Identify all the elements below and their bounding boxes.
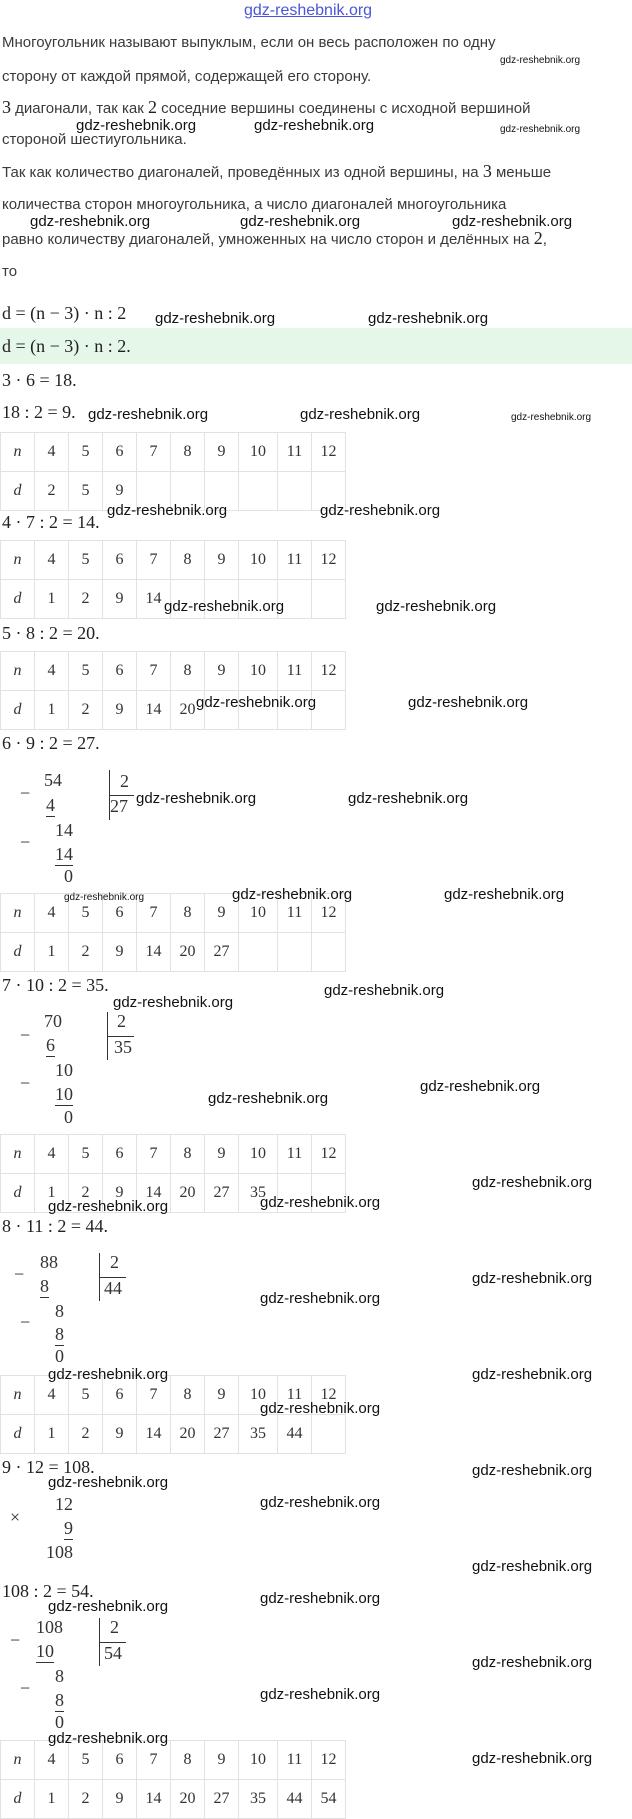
text: равно количеству диагоналей, умноженных на число сторон и делённых на xyxy=(2,231,534,248)
d-cell: 35 xyxy=(239,1415,278,1454)
ld-remainder: 8 xyxy=(55,1301,64,1321)
ld-dividend: 54 xyxy=(44,770,62,790)
calc-4x7div2: 4 · 7 : 2 = 14. xyxy=(2,512,100,532)
d-cell: 2 xyxy=(69,1780,103,1819)
n-cell: 6 xyxy=(103,1135,137,1174)
n-cell: 10 xyxy=(239,1741,278,1780)
watermark: gdz-reshebnik.org xyxy=(155,310,276,327)
watermark: gdz-reshebnik.org xyxy=(444,886,565,903)
n-cell: 12 xyxy=(312,433,346,472)
d-cell: 1 xyxy=(35,1780,69,1819)
ld-subtrahend: 10 xyxy=(55,1084,73,1104)
watermark: gdz-reshebnik.org xyxy=(320,502,441,519)
n-cell: 5 xyxy=(69,1376,103,1415)
text: , xyxy=(542,231,547,248)
watermark: gdz-reshebnik.org xyxy=(208,1090,329,1107)
number-3: 3 xyxy=(2,97,11,117)
row-label-d: d xyxy=(1,933,35,972)
n-cell: 8 xyxy=(171,894,205,933)
ld-minus: − xyxy=(20,1678,31,1698)
n-cell: 5 xyxy=(69,894,103,933)
ld-subtrahend: 8 xyxy=(55,1324,64,1344)
watermark: gdz-reshebnik.org xyxy=(260,1494,381,1511)
n-cell: 12 xyxy=(312,894,346,933)
table-n-d-7 xyxy=(0,1740,346,1819)
d-cell: 9 xyxy=(103,1415,137,1454)
formula-diagonals: d = (n − 3) · n : 2 xyxy=(2,303,127,323)
d-cell: 14 xyxy=(137,1780,171,1819)
mult-factor-a: 12 xyxy=(55,1494,73,1514)
n-cell: 8 xyxy=(171,1376,205,1415)
n-cell: 11 xyxy=(278,894,312,933)
watermark: gdz-reshebnik.org xyxy=(472,1558,593,1575)
number-2: 2 xyxy=(533,228,543,248)
n-cell: 10 xyxy=(239,652,278,691)
d-cell: 20 xyxy=(171,933,205,972)
paragraph-formula-intro-line2: количества сторон многоугольника, а число диагоналей многоугольника xyxy=(2,196,507,213)
text: Так как количество диагоналей, проведённых из одной вершины, на xyxy=(2,164,483,181)
d-cell: 2 xyxy=(69,1174,103,1213)
watermark: gdz-reshebnik.org xyxy=(76,117,197,134)
table-row-d xyxy=(1,933,346,972)
n-cell: 11 xyxy=(278,652,312,691)
n-cell: 4 xyxy=(35,652,69,691)
d-cell: 20 xyxy=(171,691,205,730)
n-cell: 8 xyxy=(171,433,205,472)
d-cell xyxy=(278,472,312,511)
calc-6x9div2: 6 · 9 : 2 = 27. xyxy=(2,733,100,753)
table-row-d xyxy=(1,1780,346,1819)
watermark: gdz-reshebnik.org xyxy=(511,412,592,423)
row-label-d: d xyxy=(1,1780,35,1819)
watermark: gdz-reshebnik.org xyxy=(472,1750,593,1767)
watermark: gdz-reshebnik.org xyxy=(164,598,285,615)
d-cell: 2 xyxy=(69,691,103,730)
n-cell: 9 xyxy=(205,1376,239,1415)
ld-quotient: 35 xyxy=(114,1037,132,1057)
n-cell: 12 xyxy=(312,1741,346,1780)
watermark: gdz-reshebnik.org xyxy=(500,55,581,66)
watermark: gdz-reshebnik.org xyxy=(472,1270,593,1287)
row-label-d: d xyxy=(1,691,35,730)
paragraph-formula-intro-line4: то xyxy=(2,263,18,280)
table-n-d-4 xyxy=(0,893,346,972)
d-cell xyxy=(239,472,278,511)
watermark: gdz-reshebnik.org xyxy=(300,406,421,423)
watermark: gdz-reshebnik.org xyxy=(348,790,469,807)
n-cell: 4 xyxy=(35,1376,69,1415)
calc-8x11div2: 8 · 11 : 2 = 44. xyxy=(2,1216,108,1236)
n-cell: 9 xyxy=(205,1741,239,1780)
n-cell: 12 xyxy=(312,1135,346,1174)
watermark: gdz-reshebnik.org xyxy=(260,1686,381,1703)
watermark: gdz-reshebnik.org xyxy=(376,598,497,615)
n-cell: 11 xyxy=(278,433,312,472)
watermark: gdz-reshebnik.org xyxy=(408,694,529,711)
d-cell: 1 xyxy=(35,580,69,619)
d-cell: 2 xyxy=(69,1415,103,1454)
d-cell: 35 xyxy=(239,1174,278,1213)
n-cell: 4 xyxy=(35,1741,69,1780)
table-n-d-1 xyxy=(0,432,346,511)
d-cell xyxy=(312,1415,346,1454)
ld-subtrahend: 14 xyxy=(55,844,73,864)
d-cell: 20 xyxy=(171,1415,205,1454)
watermark: gdz-reshebnik.org xyxy=(48,1366,169,1383)
n-cell: 9 xyxy=(205,894,239,933)
text: меньше xyxy=(491,164,552,181)
text: диагонали, так как xyxy=(11,100,148,117)
row-label-d: d xyxy=(1,580,35,619)
ld-subtrahend: 4 xyxy=(46,795,55,815)
ld-divisor: 2 xyxy=(120,771,129,791)
ld-minus: − xyxy=(10,1630,21,1650)
watermark: gdz-reshebnik.org xyxy=(260,1590,381,1607)
watermark: gdz-reshebnik.org xyxy=(260,1290,381,1307)
n-cell: 12 xyxy=(312,541,346,580)
n-cell: 7 xyxy=(137,433,171,472)
d-cell: 14 xyxy=(137,691,171,730)
table-row-n xyxy=(1,652,346,691)
d-cell: 14 xyxy=(137,1174,171,1213)
n-cell: 11 xyxy=(278,1376,312,1415)
row-label-n: n xyxy=(1,1376,35,1415)
paragraph-convex-def-line1: Многоугольник называют выпуклым, если он весь расположен по одну xyxy=(2,34,496,51)
n-cell: 10 xyxy=(239,1135,278,1174)
ld-divisor: 2 xyxy=(110,1252,119,1272)
n-cell: 4 xyxy=(35,541,69,580)
d-cell: 9 xyxy=(103,472,137,511)
watermark: gdz-reshebnik.org xyxy=(48,1598,169,1615)
ld-minus: − xyxy=(14,1264,25,1284)
table-row-n xyxy=(1,433,346,472)
table-row-n xyxy=(1,541,346,580)
n-cell: 11 xyxy=(278,541,312,580)
d-cell: 2 xyxy=(69,580,103,619)
n-cell: 10 xyxy=(239,541,278,580)
n-cell: 5 xyxy=(69,652,103,691)
text: соседние вершины соединены с исходной вершиной xyxy=(156,100,531,117)
ld-final-remainder: 0 xyxy=(64,1107,73,1127)
n-cell: 6 xyxy=(103,433,137,472)
row-label-d: d xyxy=(1,472,35,511)
row-label-n: n xyxy=(1,894,35,933)
ld-subtrahend: 8 xyxy=(40,1276,49,1296)
row-label-n: n xyxy=(1,433,35,472)
calc-5x8div2: 5 · 8 : 2 = 20. xyxy=(2,623,100,643)
n-cell: 5 xyxy=(69,1741,103,1780)
formula-diagonals-highlighted: d = (n − 3) · n : 2. xyxy=(2,336,131,356)
watermark: gdz-reshebnik.org xyxy=(500,124,581,135)
n-cell: 7 xyxy=(137,652,171,691)
mult-factor-b: 9 xyxy=(64,1518,73,1538)
row-label-n: n xyxy=(1,652,35,691)
watermark: gdz-reshebnik.org xyxy=(254,117,375,134)
d-cell: 9 xyxy=(103,580,137,619)
n-cell: 10 xyxy=(239,433,278,472)
watermark: gdz-reshebnik.org xyxy=(196,694,317,711)
n-cell: 7 xyxy=(137,541,171,580)
ld-final-remainder: 0 xyxy=(55,1712,64,1732)
d-cell: 14 xyxy=(137,1415,171,1454)
row-label-n: n xyxy=(1,541,35,580)
watermark: gdz-reshebnik.org xyxy=(420,1078,541,1095)
watermark: gdz-reshebnik.org xyxy=(472,1366,593,1383)
ld-remainder: 8 xyxy=(55,1666,64,1686)
watermark: gdz-reshebnik.org xyxy=(240,213,361,230)
ld-divisor: 2 xyxy=(110,1617,119,1637)
row-label-n: n xyxy=(1,1135,35,1174)
d-cell: 9 xyxy=(103,1174,137,1213)
n-cell: 10 xyxy=(239,894,278,933)
ld-quotient: 27 xyxy=(110,796,128,816)
watermark: gdz-reshebnik.org xyxy=(472,1462,593,1479)
d-cell: 27 xyxy=(205,1415,239,1454)
paragraph-formula-intro-line1 xyxy=(2,161,551,183)
table-row-d xyxy=(1,1415,346,1454)
d-cell: 5 xyxy=(69,472,103,511)
row-label-d: d xyxy=(1,1415,35,1454)
mult-sign: × xyxy=(10,1507,21,1527)
ld-quotient: 54 xyxy=(104,1643,122,1663)
ld-quotient: 44 xyxy=(104,1278,122,1298)
n-cell: 6 xyxy=(103,894,137,933)
n-cell: 6 xyxy=(103,652,137,691)
watermark: gdz-reshebnik.org xyxy=(48,1730,169,1747)
n-cell: 7 xyxy=(137,1741,171,1780)
d-cell xyxy=(312,933,346,972)
watermark: gdz-reshebnik.org xyxy=(368,310,489,327)
calc-7x10div2: 7 · 10 : 2 = 35. xyxy=(2,975,109,995)
d-cell xyxy=(239,933,278,972)
paragraph-convex-def-line2: сторону от каждой прямой, содержащей его сторону. xyxy=(2,68,372,85)
calc-18div2: 18 : 2 = 9. xyxy=(2,402,76,422)
d-cell: 27 xyxy=(205,933,239,972)
ld-subtrahend: 6 xyxy=(46,1035,55,1055)
n-cell: 7 xyxy=(137,1376,171,1415)
n-cell: 8 xyxy=(171,1135,205,1174)
ld-subtrahend: 8 xyxy=(55,1690,64,1710)
watermark: gdz-reshebnik.org xyxy=(48,1198,169,1215)
d-cell xyxy=(312,580,346,619)
d-cell: 9 xyxy=(103,691,137,730)
row-label-n: n xyxy=(1,1741,35,1780)
number-3: 3 xyxy=(482,161,492,181)
watermark: gdz-reshebnik.org xyxy=(452,213,573,230)
n-cell: 5 xyxy=(69,541,103,580)
site-link[interactable]: gdz-reshebnik.org xyxy=(244,2,373,19)
watermark: gdz-reshebnik.org xyxy=(324,982,445,999)
n-cell: 9 xyxy=(205,541,239,580)
ld-divisor: 2 xyxy=(117,1011,126,1031)
d-cell: 9 xyxy=(103,1780,137,1819)
n-cell: 9 xyxy=(205,1135,239,1174)
ld-dividend: 70 xyxy=(44,1011,62,1031)
ld-final-remainder: 0 xyxy=(55,1346,64,1366)
n-cell: 11 xyxy=(278,1741,312,1780)
d-cell xyxy=(312,691,346,730)
n-cell: 12 xyxy=(312,1376,346,1415)
watermark: gdz-reshebnik.org xyxy=(64,892,145,903)
watermark: gdz-reshebnik.org xyxy=(260,1400,381,1417)
n-cell: 6 xyxy=(103,1741,137,1780)
n-cell: 6 xyxy=(103,1376,137,1415)
d-cell: 35 xyxy=(239,1780,278,1819)
n-cell: 11 xyxy=(278,1135,312,1174)
n-cell: 8 xyxy=(171,652,205,691)
d-cell: 14 xyxy=(137,933,171,972)
d-cell: 1 xyxy=(35,1415,69,1454)
number-2: 2 xyxy=(147,97,157,117)
mult-result: 108 xyxy=(46,1542,73,1562)
n-cell: 9 xyxy=(205,433,239,472)
table-row-n xyxy=(1,1135,346,1174)
watermark: gdz-reshebnik.org xyxy=(232,886,353,903)
n-cell: 7 xyxy=(137,1135,171,1174)
d-cell: 1 xyxy=(35,1174,69,1213)
paragraph-diagonals-line1 xyxy=(2,97,530,119)
watermark: gdz-reshebnik.org xyxy=(30,213,151,230)
watermark: gdz-reshebnik.org xyxy=(472,1174,593,1191)
ld-minus: − xyxy=(20,832,31,852)
n-cell: 4 xyxy=(35,433,69,472)
watermark: gdz-reshebnik.org xyxy=(113,994,234,1011)
ld-minus: − xyxy=(20,783,31,803)
ld-minus: − xyxy=(20,1025,31,1045)
n-cell: 7 xyxy=(137,894,171,933)
n-cell: 4 xyxy=(35,1135,69,1174)
watermark: gdz-reshebnik.org xyxy=(107,502,228,519)
ld-remainder: 14 xyxy=(55,820,73,840)
n-cell: 4 xyxy=(35,894,69,933)
watermark: gdz-reshebnik.org xyxy=(136,790,257,807)
watermark: gdz-reshebnik.org xyxy=(88,406,209,423)
d-cell: 44 xyxy=(278,1415,312,1454)
d-cell: 2 xyxy=(69,933,103,972)
n-cell: 12 xyxy=(312,652,346,691)
watermark: gdz-reshebnik.org xyxy=(48,1474,169,1491)
table-n-d-3 xyxy=(0,651,346,730)
n-cell: 5 xyxy=(69,1135,103,1174)
watermark: gdz-reshebnik.org xyxy=(472,1654,593,1671)
n-cell: 10 xyxy=(239,1376,278,1415)
d-cell xyxy=(278,933,312,972)
ld-dividend: 88 xyxy=(40,1252,58,1272)
ld-minus: − xyxy=(20,1312,31,1332)
ld-final-remainder: 0 xyxy=(64,866,73,886)
calc-9x12: 9 · 12 = 108. xyxy=(2,1457,95,1477)
calc-108div2: 108 : 2 = 54. xyxy=(2,1581,94,1601)
watermark: gdz-reshebnik.org xyxy=(260,1194,381,1211)
n-cell: 9 xyxy=(205,652,239,691)
ld-subtrahend: 10 xyxy=(36,1641,54,1661)
ld-dividend: 108 xyxy=(36,1617,63,1637)
d-cell: 9 xyxy=(103,933,137,972)
d-cell: 1 xyxy=(35,933,69,972)
n-cell: 6 xyxy=(103,541,137,580)
d-cell: 27 xyxy=(205,1780,239,1819)
ld-minus: − xyxy=(20,1073,31,1093)
d-cell: 20 xyxy=(171,1780,205,1819)
d-cell: 14 xyxy=(137,580,171,619)
d-cell: 20 xyxy=(171,1174,205,1213)
n-cell: 8 xyxy=(171,1741,205,1780)
ld-remainder: 10 xyxy=(55,1060,73,1080)
d-cell: 2 xyxy=(35,472,69,511)
calc-3x6: 3 · 6 = 18. xyxy=(2,370,77,390)
paragraph-diagonals-line2: стороной шестиугольника. xyxy=(2,131,187,148)
d-cell: 27 xyxy=(205,1174,239,1213)
paragraph-formula-intro-line3 xyxy=(2,228,547,250)
n-cell: 8 xyxy=(171,541,205,580)
d-cell: 1 xyxy=(35,691,69,730)
d-cell: 54 xyxy=(312,1780,346,1819)
row-label-d: d xyxy=(1,1174,35,1213)
n-cell: 5 xyxy=(69,433,103,472)
d-cell: 44 xyxy=(278,1780,312,1819)
